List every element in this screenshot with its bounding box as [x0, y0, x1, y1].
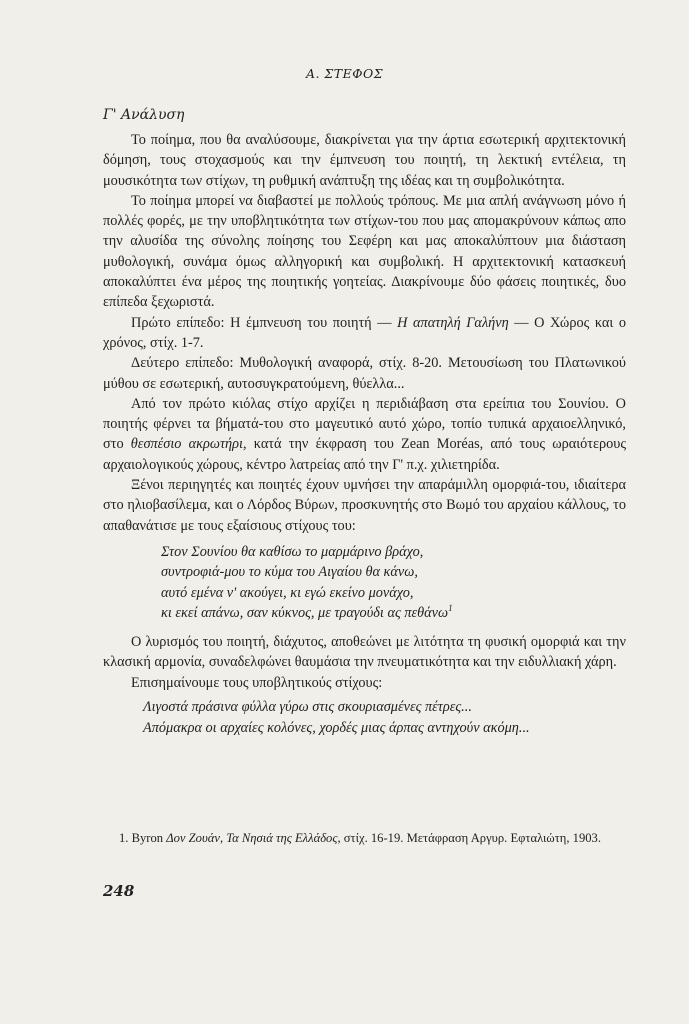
- verse-line: Στον Σουνίου θα καθίσω το μαρμάρινο βράχο,: [161, 543, 424, 560]
- verse-line: Λιγοστά πράσινα φύλλα γύρω στις σκουριασμένες πέτρες...: [143, 698, 472, 715]
- poem-title-italic: Η απατηλή Γαλήνη: [397, 314, 509, 331]
- footnote-number: 1. Byron: [119, 831, 167, 845]
- paragraph-7: Ο λυρισμός του ποιητή, διάχυτος, αποθεώνει με λιτότητα τη φυσική ομορφιά και την κλασική αρμονία, συναδελφώνει θαυμάσια την πνευματικότητα και την ειδυλλιακή χάρη.: [103, 633, 626, 671]
- quote-italic: θεσπέσιο ακρωτήρι: [130, 436, 243, 453]
- footnote-work-title: Δον Ζουάν, Τα Νησιά της Ελλάδος: [166, 831, 338, 845]
- footnote: [103, 829, 626, 847]
- body-text: [103, 130, 626, 739]
- footnote-text: , στίχ. 16-19. Μετάφραση Αργυρ. Εφταλιώτη, 1903.: [337, 831, 601, 845]
- section-title: Γ' Ανάλυση: [103, 107, 185, 123]
- byron-verse: [161, 542, 626, 624]
- paragraph-3: [103, 313, 626, 354]
- paragraph-6: Ξένοι περιηγητές και ποιητές έχουν υμνήσει την απαράμιλλη ομορφιά-του, ιδιαίτερα στο ηλιοβασίλεμα, και ο Λόρδος Βύρων, προσκυνητής στο Βωμό του αρχαίου κάλλους, το απαθανάτισε με τους εξαίσιους στίχους του:: [103, 477, 626, 534]
- paragraph-5: [103, 394, 626, 475]
- page-number: 248: [103, 882, 135, 900]
- paragraph-5-text: Από τον πρώτο κιόλας στίχο αρχίζει η περιδιάβαση στα ερείπια του Σουνίου. Ο ποιητής φέρνει τα βήματά-του στο μαγευτικό αυτό χώρο, τοπίο τυπικά αρχαιοελληνικό, στο: [103, 395, 626, 453]
- verse-line: συντροφιά-μου το κύμα του Αιγαίου θα κάνω,: [161, 564, 418, 581]
- verse-line-text: κι εκεί απάνω, σαν κύκνος, με τραγούδι ας πεθάνω: [161, 605, 449, 622]
- paragraph-1: Το ποίημα, που θα αναλύσουμε, διακρίνεται για την άρτια εσωτερική αρχιτεκτονική δόμηση, τους στοχασμούς και την έμπνευση του ποιητή, τη λεκτική εντέλεια, τη μουσικότητα των στίχων, τη ρυθμική ανάπτυξη της ιδέας και τη συμβολικότητα.: [103, 132, 626, 189]
- running-head: Α. ΣΤΕΦΟΣ: [305, 66, 384, 81]
- paragraph-4: Δεύτερο επίπεδο: Μυθολογική αναφορά, στίχ. 8-20. Μετουσίωση του Πλατωνικού μύθου σε εσωτερική, αυτοσυγκρατούμενη, θύελλα...: [103, 355, 626, 392]
- paragraph-8: Επισημαίνουμε τους υποβλητικούς στίχους:: [131, 674, 383, 691]
- paragraph-2: Το ποίημα μπορεί να διαβαστεί με πολλούς τρόπους. Με μια απλή ανάγνωση μόνο ή πολλές φορές, με την υποβλητικότητα των στίχων-του που μας απομακρύνουν κάπως απο την αλυσίδα της σύνολης ποίησης του Σεφέρη και μας αποκαλύπτουν μια διάσταση μυθολογική, συνάμα όμως αλληγορική και συμβολική. Η αρχιτεκτονική κατασκευή αποκαλύπτει ένα μέρος της ποιητικής γοητείας. Διακρίνουμε δύο φάσεις ποιητικές, δυο επίπεδα ξεχωριστά.: [103, 192, 626, 311]
- verse-line: αυτό εμένα ν' ακούγει, κι εγώ εκείνο μονάχο,: [161, 584, 414, 601]
- paragraph-5-text-end: , κατά την έκφραση του Zean Moréas, από τους ωραιότερους αρχαιολογικούς χώρους, κέντρο λατρείας από την Γ' π.χ. χιλιετηρίδα.: [103, 436, 626, 473]
- quoted-verses: [143, 697, 626, 739]
- footnote-ref: 1: [448, 603, 453, 614]
- paragraph-3-text: Πρώτο επίπεδο: Η έμπνευση του ποιητή —: [131, 314, 398, 331]
- paragraph-3-text-end: — Ο Χώρος και ο χρόνος, στίχ. 1-7.: [103, 314, 627, 351]
- verse-line: Απόμακρα οι αρχαίες κολόνες, χορδές μιας άρπας αντηχούν ακόμη...: [143, 719, 530, 736]
- verse-line: [161, 603, 626, 624]
